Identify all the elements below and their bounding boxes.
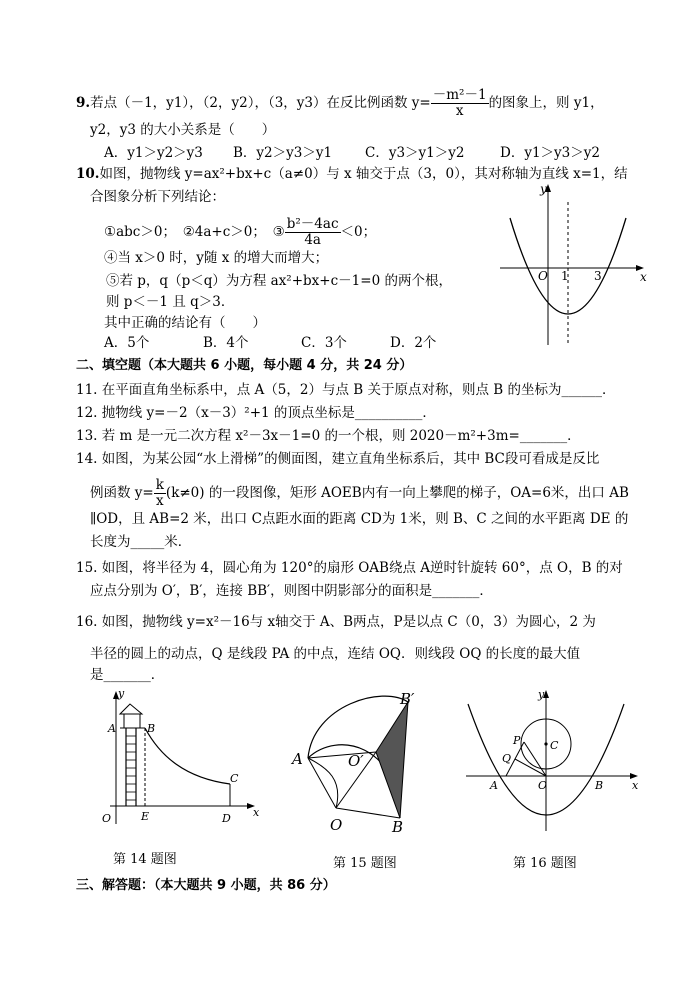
segment-ao-prime: [308, 752, 376, 758]
q10-ask: 其中正确的结论有（ ）: [104, 315, 266, 331]
label-b: B: [392, 818, 404, 836]
segment-ao: [308, 758, 336, 808]
section-3-heading: 三、解答题：（本大题共 9 小题，共 86 分）: [76, 878, 336, 893]
q10-conclusion-4: ④当 x＞0 时，y随 x 的增大而增大；: [104, 250, 329, 266]
q14-line4: 长度为_____米．: [90, 534, 192, 550]
q10-fraction: $\frac{\text{b²－4ac}}{4a}$: [286, 216, 339, 248]
label-y: y: [118, 687, 125, 700]
label-c: C: [550, 739, 559, 752]
q16-line1: 16. 如图，抛物线 y=x²－16与 x轴交于 A、B两点，P是以点 C（0，3）为圆心，2 为: [76, 614, 596, 630]
label-o: O: [538, 779, 548, 792]
section-2-heading: 二、填空题（本大题共 6 小题，每小题 4 分，共 24 分）: [76, 358, 413, 373]
fig14-caption: 第 14 题图: [113, 852, 177, 867]
q9-line1: 9.若点（－1，y1），（2，y2），（3，y3）在反比例函数 y= $\frac{\text{－m²－1}}{x}$ 的图象上，则 y1，: [76, 87, 604, 119]
q10-parabola-figure: [500, 180, 650, 350]
curve-bc: [145, 728, 230, 784]
label-a: A: [292, 750, 303, 768]
q10-option-a: A．5个: [104, 335, 150, 351]
q11: 11. 在平面直角坐标系中，点 A（5，2）与点 B 关于原点对称，则点 B 的坐标为______．: [76, 382, 616, 398]
segment-ob: [336, 808, 400, 818]
q12: 12. 抛物线 y=－2（x－3）²+1 的顶点坐标是__________．: [76, 405, 436, 421]
label-e: E: [141, 810, 150, 823]
label-q: Q: [502, 752, 512, 765]
q9-line2: y2，y3 的大小关系是（ ）: [90, 122, 276, 138]
q10-option-b: B．4个: [203, 335, 249, 351]
q15-line2: 应点分别为 O′，B′，连接 BB′，则图中阴影部分的面积是_______．: [90, 583, 493, 599]
label-o: O: [330, 816, 343, 834]
shaded-region: [376, 702, 408, 818]
label-p: P: [513, 734, 521, 747]
q9-option-b: B．y2＞y3＞y1: [233, 145, 333, 161]
label-x: x: [640, 270, 647, 284]
q14-line3: ∥OD，且 AB=2 米，出口 C点距水面的距离 CD为 1米，则 B、C 之间的水平距离 DE 的: [90, 511, 629, 527]
fig15-caption: 第 15 题图: [333, 856, 397, 871]
tower-cabin: [124, 714, 140, 728]
q10-option-d: D．2个: [390, 335, 437, 351]
label-3: 3: [594, 269, 602, 283]
fig16-parabola-circle: [462, 686, 647, 836]
label-c: C: [230, 772, 239, 785]
segment-oq: [515, 759, 546, 776]
q16-line3: 是_______．: [90, 667, 165, 683]
fig14-water-slide: [90, 686, 270, 836]
label-b: B: [595, 779, 604, 792]
ladder-rungs: [126, 736, 136, 800]
label-o: O: [538, 269, 548, 283]
segment-po: [524, 742, 546, 776]
q10-option-c: C．3个: [301, 335, 347, 351]
label-x: x: [632, 779, 639, 792]
q9-option-c: C．y3＞y1＞y2: [365, 145, 465, 161]
fig15-rotated-sector: [288, 690, 438, 840]
tower-roof: [120, 704, 142, 714]
q10-conclusion-5: ⑤若 p，q（p＜q）为方程 ax²+bx+c－1=0 的两个根，: [106, 273, 452, 289]
label-y: y: [538, 688, 545, 701]
label-x: x: [253, 806, 260, 819]
label-o-prime: O′: [348, 752, 364, 770]
center-c: [544, 742, 547, 745]
q9-fraction: $\frac{\text{－m²－1}}{x}$: [432, 87, 487, 119]
label-d: D: [222, 812, 231, 825]
q10-line1: 10.如图，抛物线 y=ax²+bx+c（a≠0）与 x 轴交于点（3，0），其对称轴为直线 x=1，结: [76, 166, 628, 182]
q14-fraction: $\frac{k}{x}$: [155, 477, 164, 509]
label-a: A: [108, 722, 116, 735]
label-a: A: [490, 779, 498, 792]
label-1: 1: [561, 269, 569, 283]
q9-option-d: D．y1＞y3＞y2: [500, 145, 600, 161]
label-y: y: [540, 182, 547, 196]
q10-conclusion-5b: 则 p＜－1 且 q＞3．: [106, 294, 235, 310]
q14-line1: 14. 如图，为某公园“水上滑梯”的侧面图，建立直角坐标系后，其中 BC段可看成是反比: [76, 451, 600, 467]
label-b: B: [147, 722, 156, 735]
label-o: O: [102, 812, 112, 825]
fig16-caption: 第 16 题图: [513, 856, 577, 871]
q14-line2: 例函数 y= $\frac{k}{x}$ (k≠0) 的一段图像，矩形 AOEB内有一向上攀爬的梯子，OA=6米，出口 AB: [90, 477, 629, 509]
q16-line2: 半径的圆上的动点，Q 是线段 PA 的中点，连结 OQ．则线段 OQ 的长度的最大值: [90, 646, 581, 662]
q10-conclusions-1-3: ①abc＞0； ②4a+c＞0； ③ $\frac{\text{b²－4ac}}{4a}$ ＜0；: [104, 216, 377, 248]
q9-option-a: A．y1＞y2＞y3: [104, 145, 203, 161]
q10-line2: 合图象分析下列结论：: [90, 189, 225, 205]
q15-line1: 15. 如图，将半径为 4，圆心角为 120°的扇形 OAB绕点 A逆时针旋转 60°，点 O，B 的对: [76, 560, 623, 576]
label-b-prime: B′: [400, 690, 415, 708]
q13: 13. 若 m 是一元二次方程 x²－3x－1=0 的一个根，则 2020－m²+3m=_______．: [76, 428, 581, 444]
